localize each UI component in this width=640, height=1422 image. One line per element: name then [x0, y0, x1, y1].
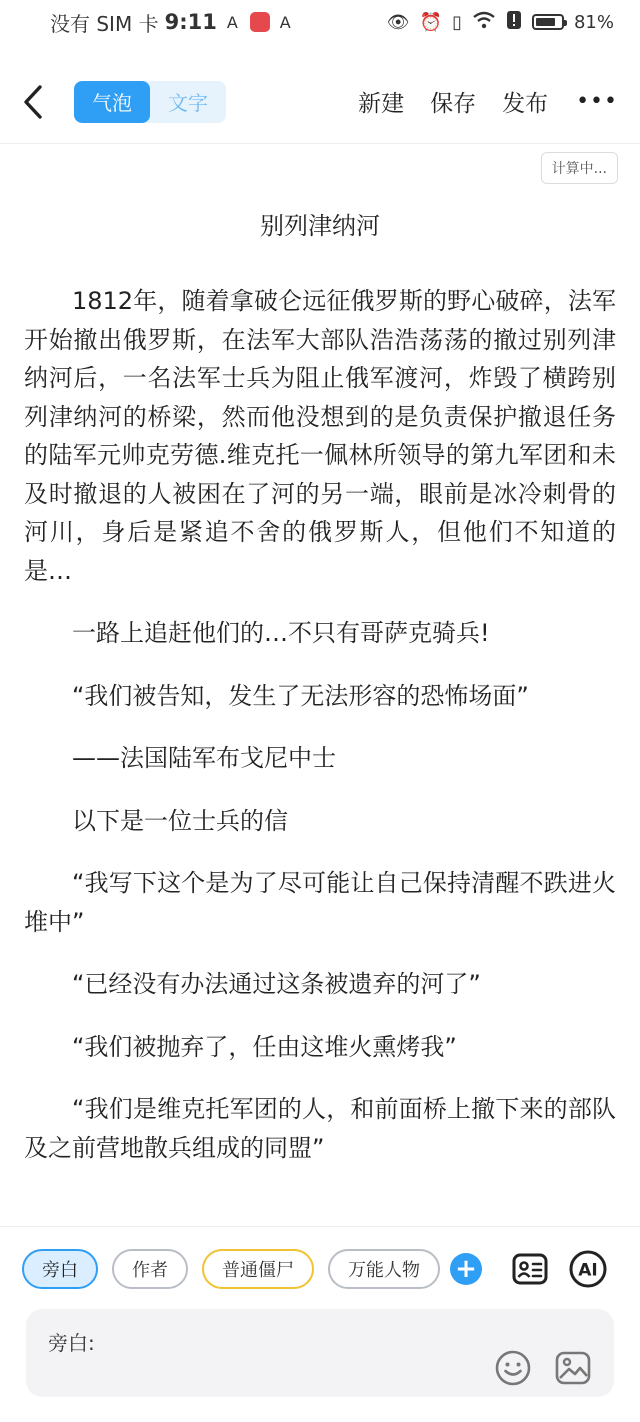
tab-text[interactable]: 文字 [168, 91, 208, 115]
publish-button[interactable]: 发布 [502, 91, 549, 117]
document-body[interactable] [24, 282, 616, 1222]
clock-time: 9:11 [164, 10, 217, 34]
message-input-box[interactable] [26, 1309, 614, 1397]
battery-text: 81% [573, 11, 614, 33]
more-menu-button[interactable]: ••• [576, 89, 618, 114]
alarm-icon: ⏰ [419, 11, 443, 33]
paragraph: ——法国陆军布戈尼中士 [72, 744, 336, 772]
ai-label: AI [578, 1260, 598, 1281]
role-chips [22, 1249, 482, 1289]
save-button[interactable]: 保存 [430, 91, 477, 117]
smiley-icon [494, 1349, 532, 1387]
vibrate-icon: ▯ [452, 11, 462, 33]
status-right [387, 10, 614, 35]
paragraph: 以下是一位士兵的信 [72, 806, 288, 835]
composer-panel [0, 1226, 640, 1422]
emoji-button[interactable] [494, 1349, 532, 1387]
ai-button[interactable] [568, 1249, 608, 1289]
ai-icon [568, 1249, 608, 1289]
document-title[interactable]: 别列津纳河 [260, 212, 380, 240]
wifi-icon [472, 11, 496, 34]
image-icon [554, 1349, 592, 1387]
alert-icon [506, 10, 522, 35]
paragraph: “我们被抛弃了，任由这堆火熏烤我” [72, 1032, 457, 1061]
character-card-button[interactable] [510, 1249, 550, 1289]
role-chip-author[interactable]: 作者 [112, 1249, 188, 1289]
paragraph: “我们是维克托军团的人，和前面桥上撤下来的部队及之前营地散兵组成的同盟” [24, 1095, 616, 1162]
carrier-text: 没有 SIM 卡 [50, 11, 159, 36]
paragraph: “已经没有办法通过这条被遗弃的河了” [72, 970, 481, 998]
status-left [50, 8, 291, 37]
chevron-left-icon [22, 84, 44, 120]
role-chip-narrator[interactable]: 旁白 [22, 1249, 98, 1289]
message-input[interactable] [102, 1323, 482, 1355]
mode-switch [74, 81, 226, 123]
input-role-label: 旁白: [48, 1331, 95, 1355]
status-bar [0, 0, 640, 44]
battery-fill [536, 18, 555, 26]
id-card-icon [510, 1249, 550, 1289]
back-button[interactable] [22, 82, 50, 122]
app-notification-icon [250, 12, 270, 32]
role-chip-universal[interactable]: 万能人物 [328, 1249, 440, 1289]
paragraph: 1812年，随着拿破仑远征俄罗斯的野心破碎，法军开始撤出俄罗斯，在法军大部队浩浩荡荡的撤过别列津纳河后，一名法军士兵为阻止俄军渡河，炸毁了横跨别列津纳河的桥梁，然而他没想到的是负责保护撤退任务的陆军元帅克劳德.维克托一佩林所领导的第九军团和未及时撤退的人被困在了河的另一端，眼前是冰冷刺骨的河川，身后是紧追不舍的俄罗斯人，但他们不知道的是… [24, 287, 616, 585]
paragraph: “我们被告知，发生了无法形容的恐怖场面” [72, 681, 529, 710]
new-button[interactable]: 新建 [358, 91, 405, 117]
top-toolbar [0, 60, 640, 144]
add-role-button[interactable]: + [450, 1253, 482, 1285]
paragraph: 一路上追赶他们的…不只有哥萨克骑兵! [72, 619, 490, 647]
a-icon: A [226, 12, 238, 32]
header-actions [358, 85, 618, 118]
a-icon-2: A [279, 12, 291, 32]
image-button[interactable] [554, 1349, 592, 1387]
eye-icon: 👁 [386, 11, 410, 33]
paragraph: “我写下这个是为了尽可能让自己保持清醒不跌进火堆中” [24, 869, 616, 936]
battery-icon [532, 14, 564, 30]
role-chip-zombie[interactable]: 普通僵尸 [202, 1249, 314, 1289]
tab-bubble[interactable]: 气泡 [74, 81, 150, 123]
word-count-badge: 计算中... [541, 152, 618, 184]
